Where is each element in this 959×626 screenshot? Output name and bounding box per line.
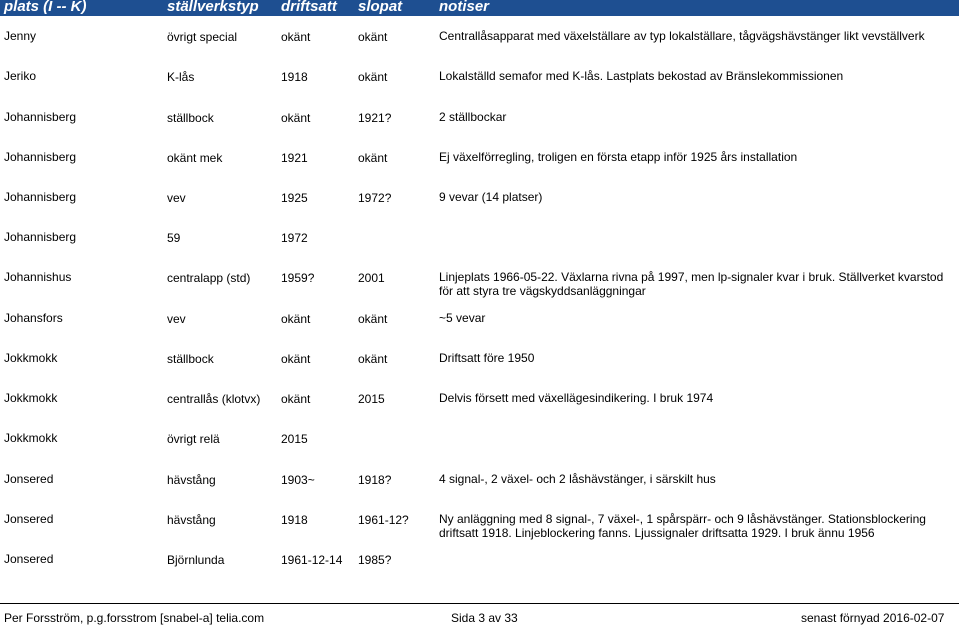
table-row <box>0 472 959 512</box>
cell-slopat: 1985? <box>358 553 392 567</box>
cell-slopat: okänt <box>358 70 388 84</box>
cell-typ: ställbock <box>167 111 214 125</box>
cell-plats: Johannisberg <box>4 190 77 204</box>
cell-driftsatt: 2015 <box>281 432 308 446</box>
cell-slopat: okänt <box>358 30 388 44</box>
cell-typ: vev <box>167 312 186 326</box>
cell-notiser: 4 signal-, 2 växel- och 2 låshävstänger, i särskilt hus <box>439 472 716 486</box>
cell-slopat: 2001 <box>358 271 385 285</box>
table-row <box>0 512 959 552</box>
cell-typ: ställbock <box>167 352 214 366</box>
cell-driftsatt: 1918 <box>281 70 308 84</box>
cell-typ: vev <box>167 191 186 205</box>
table-row <box>0 69 959 109</box>
cell-slopat: 1972? <box>358 191 392 205</box>
cell-driftsatt: 1921 <box>281 151 308 165</box>
header-slopat: slopat <box>358 0 403 15</box>
header-notiser: notiser <box>439 0 490 15</box>
cell-driftsatt: okänt <box>281 352 311 366</box>
cell-typ: Björnlunda <box>167 553 225 567</box>
cell-typ: övrigt relä <box>167 432 220 446</box>
cell-notiser: 2 ställbockar <box>439 110 507 124</box>
header-driftsatt: driftsatt <box>281 0 337 15</box>
cell-plats: Jonsered <box>4 552 54 566</box>
cell-plats: Jokkmokk <box>4 391 58 405</box>
table-row <box>0 552 959 592</box>
cell-plats: Jonsered <box>4 512 54 526</box>
table-row <box>0 391 959 431</box>
cell-slopat: okänt <box>358 352 388 366</box>
table-row <box>0 311 959 351</box>
table-row <box>0 29 959 69</box>
cell-plats: Jokkmokk <box>4 351 58 365</box>
table-row <box>0 270 959 310</box>
cell-notiser: ~5 vevar <box>439 311 486 325</box>
table-row <box>0 431 959 471</box>
cell-notiser: 9 vevar (14 platser) <box>439 190 543 204</box>
cell-driftsatt: 1972 <box>281 231 308 245</box>
cell-slopat: 1921? <box>358 111 392 125</box>
cell-plats: Jokkmokk <box>4 431 58 445</box>
cell-driftsatt: 1925 <box>281 191 308 205</box>
footer-page-number: Sida 3 av 33 <box>451 611 518 625</box>
cell-plats: Jenny <box>4 29 37 43</box>
cell-typ: hävstång <box>167 473 216 487</box>
footer-divider <box>0 603 959 604</box>
cell-plats: Jeriko <box>4 69 37 83</box>
table-row <box>0 351 959 391</box>
cell-typ: hävstång <box>167 513 216 527</box>
cell-driftsatt: okänt <box>281 30 311 44</box>
cell-plats: Johannisberg <box>4 110 77 124</box>
cell-plats: Jonsered <box>4 472 54 486</box>
cell-notiser: Ej växelförregling, troligen en första etapp inför 1925 års installation <box>439 150 798 164</box>
footer-updated: senast förnyad 2016-02-07 <box>801 611 945 625</box>
cell-typ: centrallås (klotvx) <box>167 392 261 406</box>
cell-notiser: Driftsatt före 1950 <box>439 351 535 365</box>
cell-plats: Johansfors <box>4 311 63 325</box>
cell-notiser: Centrallåsapparat med växelställare av typ lokalställare, tågvägshävstänger likt vevställverk <box>439 29 925 43</box>
cell-notiser: Delvis försett med växellägesindikering. I bruk 1974 <box>439 391 714 405</box>
cell-driftsatt: okänt <box>281 111 311 125</box>
cell-driftsatt: 1959? <box>281 271 315 285</box>
cell-slopat: 2015 <box>358 392 385 406</box>
table-row <box>0 190 959 230</box>
table-row <box>0 230 959 270</box>
cell-notiser: Linjeplats 1966-05-22. Växlarna rivna på 1997, men lp-signaler kvar i bruk. Ställverket kvarstod för att styra tre vägskyddsanläggningar <box>439 270 944 298</box>
cell-notiser: Ny anläggning med 8 signal-, 7 växel-, 1 spårspärr- och 9 låshävstänger. Stationsblockering driftsatt 1918. Linjeblockering fanns. Ljussignaler driftsatta 1929. I bruk ännu 1956 <box>439 512 926 540</box>
cell-typ: övrigt special <box>167 30 238 44</box>
table-header <box>0 0 959 16</box>
table-row <box>0 150 959 190</box>
cell-driftsatt: okänt <box>281 312 311 326</box>
cell-typ: 59 <box>167 231 181 245</box>
cell-driftsatt: 1961-12-14 <box>281 553 343 567</box>
cell-notiser: Lokalställd semafor med K-lås. Lastplats bekostad av Bränslekommissionen <box>439 69 844 83</box>
cell-plats: Johannishus <box>4 270 72 284</box>
cell-plats: Johannisberg <box>4 230 77 244</box>
cell-driftsatt: okänt <box>281 392 311 406</box>
cell-typ: centralapp (std) <box>167 271 251 285</box>
cell-slopat: okänt <box>358 151 388 165</box>
cell-driftsatt: 1918 <box>281 513 308 527</box>
cell-driftsatt: 1903~ <box>281 473 315 487</box>
cell-slopat: okänt <box>358 312 388 326</box>
cell-slopat: 1961-12? <box>358 513 409 527</box>
header-plats: plats (I -- K) <box>4 0 87 15</box>
cell-slopat: 1918? <box>358 473 392 487</box>
footer-author: Per Forsström, p.g.forsstrom [snabel-a] telia.com <box>4 611 265 625</box>
table-row <box>0 110 959 150</box>
header-stallverkstyp: ställverkstyp <box>167 0 259 15</box>
cell-typ: okänt mek <box>167 151 223 165</box>
cell-typ: K-lås <box>167 70 195 84</box>
cell-plats: Johannisberg <box>4 150 77 164</box>
